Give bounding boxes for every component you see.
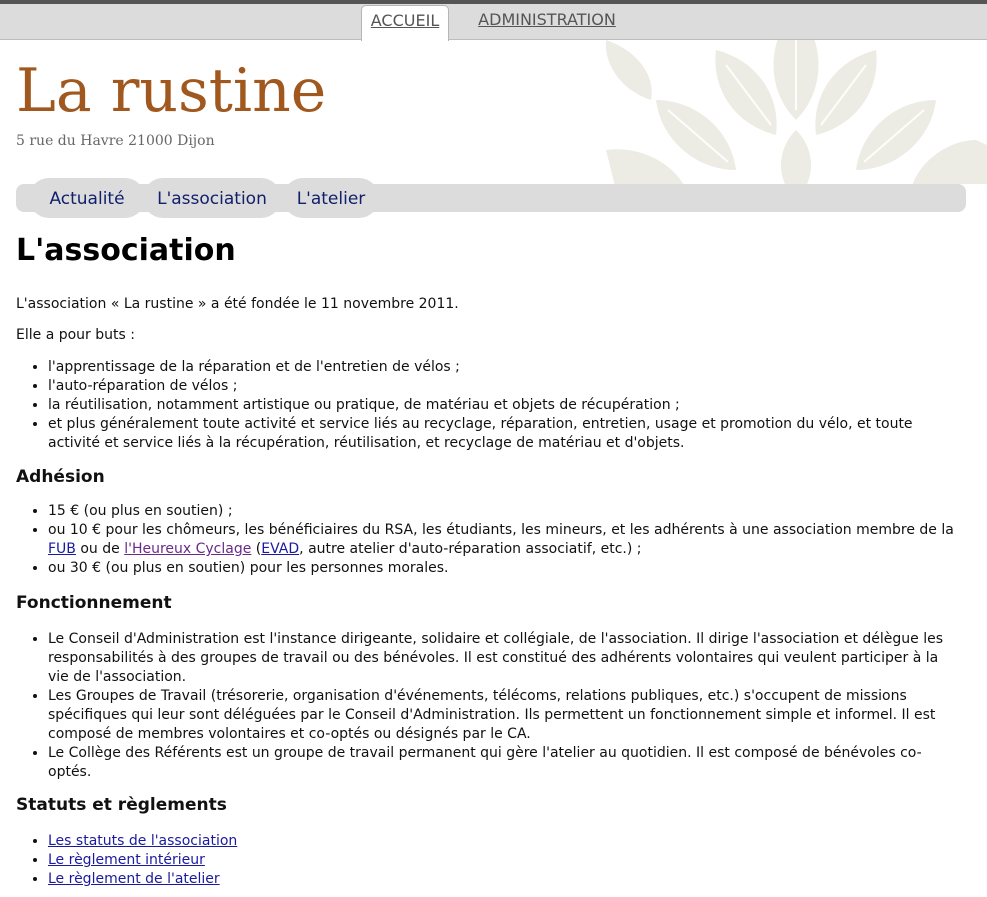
adhesion-heading: Adhésion	[16, 467, 105, 487]
list-item: • ou 10 € pour les chômeurs, les bénéficiaires du RSA, les étudiants, les mineurs, et les adhérents à une association membre de la FUB ou de l'Heureux Cyclage (EVAD, autre atelier d'auto-réparation associatif, etc.) ;	[48, 521, 962, 559]
list-item: • Les Groupes de Travail (trésorerie, organisation d'événements, télécoms, relations publiques, etc.) s'occupent de missions spécifiques qui leur sont déléguées par le Conseil d'Administration. Ils permettent un fonctionnement simple et informel. Il est composé de membres volontaires et co-optés ou désignés par le CA.	[48, 687, 962, 744]
fonctionnement-heading: Fonctionnement	[16, 593, 172, 613]
statuts-heading: Statuts et règlements	[16, 795, 227, 815]
list-item: • Le Conseil d'Administration est l'instance dirigeante, solidaire et collégiale, de l'association. Il dirige l'association et délègue les responsabilités à des groupes de travail ou des bénévoles. Il est constitué des adhérents volontaires qui veulent participer à la vie de l'association.	[48, 630, 962, 687]
list-item: • 15 € (ou plus en soutien) ;	[48, 502, 962, 521]
goals-list	[16, 358, 962, 453]
list-item	[48, 832, 962, 851]
fub-link[interactable]: FUB	[48, 541, 76, 557]
evad-link[interactable]: EVAD	[261, 541, 300, 557]
site-address: 5 rue du Havre 21000 Dijon	[16, 133, 215, 149]
fonctionnement-list	[16, 630, 962, 782]
goals-intro: Elle a pour buts :	[16, 327, 135, 343]
statuts-list	[16, 832, 962, 889]
list-item: • ou 30 € (ou plus en soutien) pour les personnes morales.	[48, 559, 962, 578]
page-title: L'association	[16, 233, 236, 268]
nav-association[interactable]: L'association	[143, 178, 281, 218]
site-title[interactable]: La rustine	[16, 56, 327, 126]
heureux-cyclage-link[interactable]: l'Heureux Cyclage	[124, 541, 252, 557]
nav-actualite[interactable]: Actualité	[29, 178, 145, 218]
list-item	[48, 851, 962, 870]
reglement-interieur-link[interactable]: Le règlement intérieur	[48, 852, 205, 868]
list-item: • et plus généralement toute activité et service liés au recyclage, réparation, entretien, usage et promotion du vélo, et toute activité et service liés à la récupération, réutilisation, et recyclage de matériau et d'objets.	[48, 415, 962, 453]
list-item	[48, 870, 962, 889]
list-item: • l'apprentissage de la réparation et de l'entretien de vélos ;	[48, 358, 962, 377]
tab-administration[interactable]: ADMINISTRATION	[478, 10, 616, 29]
list-item: • l'auto-réparation de vélos ;	[48, 377, 962, 396]
list-item: • Le Collège des Référents est un groupe de travail permanent qui gère l'atelier au quotidien. Il est composé de bénévoles co-optés.	[48, 744, 962, 782]
intro-text: L'association « La rustine » a été fondée le 11 novembre 2011.	[16, 296, 459, 312]
statuts-link[interactable]: Les statuts de l'association	[48, 833, 238, 849]
nav-atelier[interactable]: L'atelier	[283, 178, 379, 218]
reglement-atelier-link[interactable]: Le règlement de l'atelier	[48, 871, 220, 887]
list-item: • la réutilisation, notamment artistique ou pratique, de matériau et objets de récupération ;	[48, 396, 962, 415]
tab-accueil[interactable]: ACCUEIL	[361, 5, 449, 41]
adhesion-list	[16, 502, 962, 578]
leaf-pattern-icon	[596, 40, 987, 184]
